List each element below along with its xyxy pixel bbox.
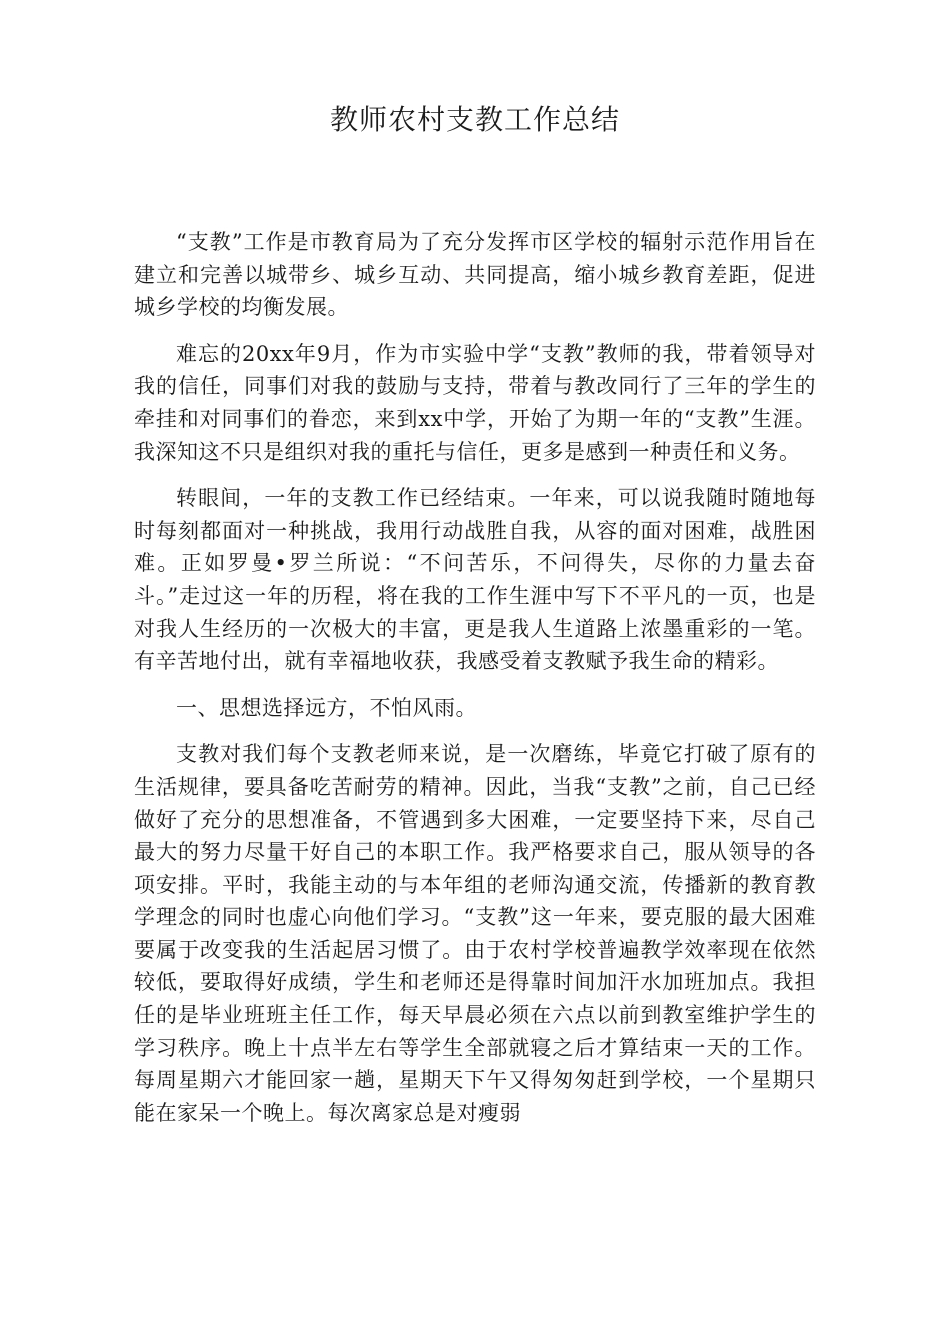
- paragraph-intro: “支教”工作是市教育局为了充分发挥市区学校的辐射示范作用旨在建立和完善以城带乡、城乡互动、共同提高，缩小城乡教育差距，促进城乡学校的均衡发展。: [134, 230, 816, 320]
- paragraph-reflection: 转眼间，一年的支教工作已经结束。一年来，可以说我随时随地每时每刻都面对一种挑战，我用行动战胜自我，从容的面对困难，战胜困难。正如罗曼•罗兰所说：“不问苦乐，不问得失，尽你的力量去奋斗。”走过这一年的历程，将在我的工作生涯中写下不平凡的一页，也是对我人生经历的一次极大的丰富，更是我人生道路上浓墨重彩的一笔。有辛苦地付出，就有幸福地收获，我感受着支教赋予我生命的精彩。: [134, 486, 816, 674]
- paragraph-arrival: 难忘的20xx年9月，作为市实验中学“支教”教师的我，带着领导对我的信任，同事们对我的鼓励与支持，带着与教改同行了三年的学生的牵挂和对同事们的眷恋，来到xx中学，开始了为期一年的“支教”生涯。我深知这不只是组织对我的重托与信任，更多是感到一种责任和义务。: [134, 341, 816, 464]
- document-body: [134, 226, 816, 1143]
- section-heading-1: 一、思想选择远方，不怕风雨。: [176, 695, 477, 720]
- document-title: 教师农村支教工作总结: [329, 103, 620, 136]
- paragraph-section-1-body: 支教对我们每个支教老师来说，是一次磨练，毕竟它打破了原有的生活规律，要具备吃苦耐劳的精神。因此，当我“支教”之前，自己已经做好了充分的思想准备，不管遇到多大困难，一定要坚持下来，尽自己最大的努力尽量干好自己的本职工作。我严格要求自己，服从领导的各项安排。平时，我能主动的与本年组的老师沟通交流，传播新的教育教学理念的同时也虚心向他们学习。“支教”这一年来，要克服的最大困难要属于改变我的生活起居习惯了。由于农村学校普遍教学效率现在依然较低，要取得好成绩，学生和老师还是得靠时间加汗水加班加点。我担任的是毕业班班主任工作，每天早晨必须在六点以前到教室维护学生的学习秩序。晚上十点半左右等学生全部就寝之后才算结束一天的工作。每周星期六才能回家一趟，星期天下午又得匆匆赶到学校，一个星期只能在家呆一个晚上。每次离家总是对瘦弱: [134, 742, 816, 1125]
